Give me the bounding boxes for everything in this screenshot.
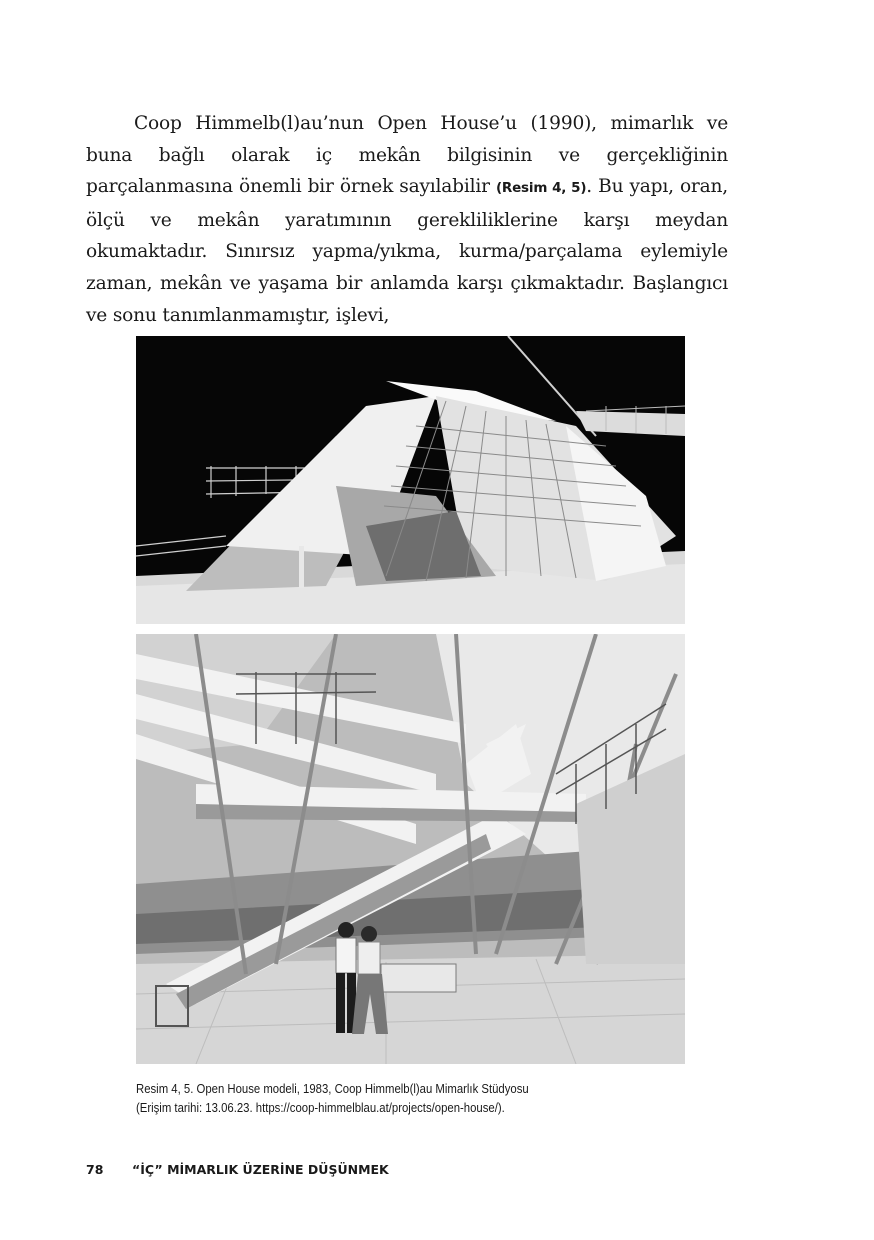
body-text-part1: Coop Himmelb(l)au’nun Open House’u (1990), mimarlık ve buna bağlı olarak iç mekân bilgisinin ve gerçekliğinin parçalanmasına önemli bir örnek sayılabilir (86, 113, 728, 198)
body-paragraph (86, 108, 728, 331)
figure-open-house-exterior (136, 336, 685, 624)
figure-open-house-interior (136, 634, 685, 1064)
running-title: “İÇ” MİMARLIK ÜZERİNE DÜŞÜNMEK (132, 1162, 389, 1177)
figure-caption (136, 1079, 686, 1117)
open-house-exterior-photo (136, 336, 685, 624)
body-text-part2: . Bu yapı, oran, ölçü ve mekân yaratımının gerekliliklerine karşı meydan okumaktadır. Sınırsız yapma/yıkma, kurma/parçalama eylemiyle zaman, mekân ve yaşama bir anlamda karşı çıkmaktadır. Başlangıcı ve sonu tanımlanmamıştır, işlevi, (86, 176, 728, 326)
caption-line-1: Resim 4, 5. Open House modeli, 1983, Coop Himmelb(l)au Mimarlık Stüdyosu (136, 1081, 529, 1096)
caption-line-2: (Erişim tarihi: 13.06.23. https://coop-himmelblau.at/projects/open-house/). (136, 1100, 505, 1115)
page-footer (86, 1162, 389, 1177)
open-house-interior-photo (136, 634, 685, 1064)
page-number: 78 (86, 1162, 104, 1177)
figure-reference: (Resim 4, 5) (495, 180, 587, 197)
